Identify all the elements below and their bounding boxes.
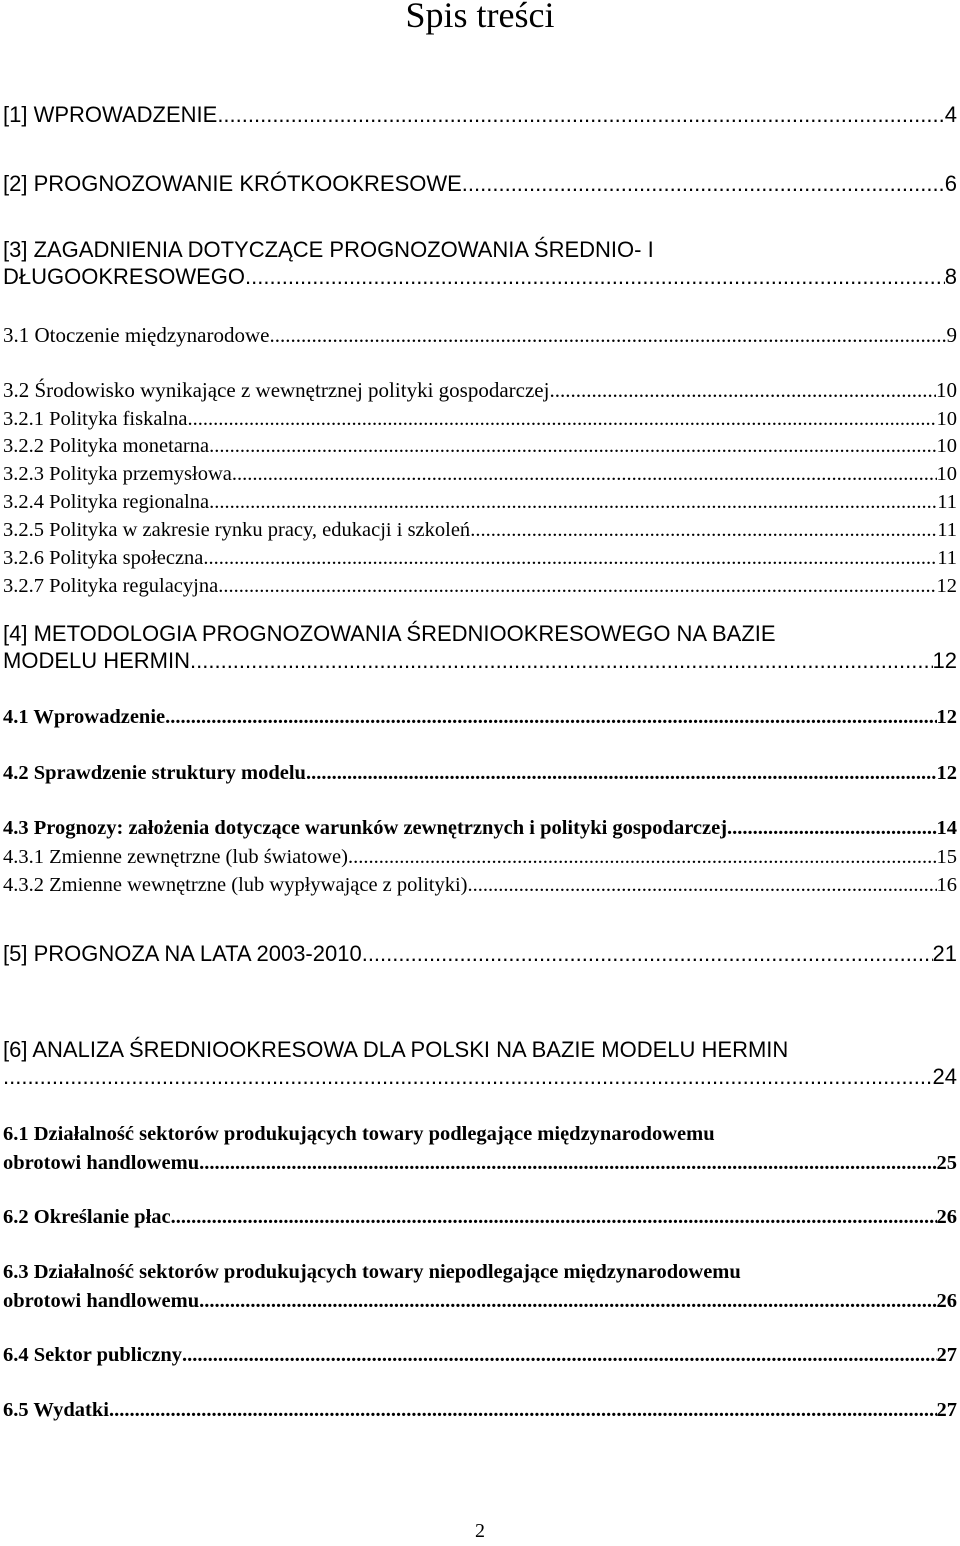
toc-entry-label: DŁUGOOKRESOWEGO (3, 264, 246, 289)
toc-entry[interactable] (3, 875, 957, 896)
dot-leader (190, 650, 933, 672)
dot-leader (245, 266, 945, 288)
dot-leader (462, 173, 945, 195)
toc-entry-page: 11 (937, 547, 957, 569)
toc-entry-label: 4.1 Wprowadzenie (3, 706, 166, 728)
dot-leader (218, 576, 936, 597)
dot-leader (171, 1207, 937, 1228)
dot-leader (727, 818, 936, 839)
page-number: 2 (475, 1520, 485, 1542)
toc-entry-label: 3.2.1 Polityka fiskalna (3, 408, 188, 430)
toc-entry-page: 14 (936, 817, 957, 839)
toc-entry-label: 3.2.7 Polityka regulacyjna (3, 575, 219, 597)
dot-leader (232, 464, 937, 485)
toc-entry[interactable] (3, 464, 957, 485)
dot-leader (182, 1345, 936, 1366)
toc-entry[interactable] (3, 1124, 957, 1173)
toc-entry-page: 24 (932, 1064, 957, 1089)
toc-entry-page: 8 (944, 264, 957, 289)
toc-entry-page: 6 (944, 171, 957, 196)
toc-entry[interactable] (3, 1207, 957, 1228)
toc-entry-label: 4.2 Sprawdzenie struktury modelu (3, 762, 306, 784)
toc-entry-label: obrotowi handlowemu (3, 1151, 200, 1174)
toc-entry-label: 6.2 Określanie płac (3, 1206, 171, 1228)
toc-entry[interactable] (3, 409, 957, 430)
toc-entry-label: 4.3.2 Zmienne wewnętrzne (lub wypływające z polityki) (3, 874, 468, 896)
toc-entry-page: 12 (936, 706, 957, 728)
toc-entry-label: 3.2.3 Polityka przemysłowa (3, 463, 232, 485)
toc-entry-label: obrotowi handlowemu (3, 1289, 200, 1312)
toc-entry-label: 3.2.5 Polityka w zakresie rynku pracy, edukacji i szkoleń (3, 519, 471, 541)
dot-leader (306, 763, 937, 784)
dot-leader (348, 847, 937, 868)
toc-entry-page: 10 (936, 463, 957, 485)
toc-entry[interactable] (3, 173, 957, 195)
toc-entry-label: 6.5 Wydatki (3, 1399, 109, 1421)
toc-entry-label-line1: 6.3 Działalność sektorów produkujących towary niepodlegające międzynarodowemu (3, 1261, 741, 1283)
dot-leader (217, 104, 944, 126)
dot-leader (549, 380, 936, 401)
dot-leader (209, 436, 936, 457)
toc-entry-page: 26 (936, 1206, 957, 1228)
toc-entry-page: 10 (936, 408, 957, 430)
dot-leader (362, 943, 933, 965)
toc-entry[interactable] (3, 707, 957, 728)
toc-entry-page: 10 (936, 435, 957, 457)
toc-entry-label: 4.3.1 Zmienne zewnętrzne (lub światowe) (3, 846, 348, 868)
toc-entry-page: 27 (936, 1399, 957, 1421)
toc-entry[interactable] (3, 943, 957, 965)
toc-entry-page: 26 (936, 1289, 957, 1312)
toc-entry-page: 12 (932, 648, 957, 673)
toc-entry-page: 4 (944, 102, 957, 127)
dot-leader (109, 1400, 937, 1421)
toc-entry-label: 3.2.2 Polityka monetarna (3, 435, 210, 457)
toc-entry[interactable] (3, 492, 957, 513)
toc-entry-label: 3.2.4 Polityka regionalna (3, 491, 210, 513)
toc-entry-page: 10 (936, 378, 957, 402)
dot-leader (199, 1291, 936, 1312)
toc-entry-page: 12 (936, 762, 957, 784)
toc-entry-label-line1: [6] ANALIZA ŚREDNIOOKRESOWA DLA POLSKI NA BAZIE MODELU HERMIN (3, 1037, 789, 1062)
toc-entry-page: 21 (932, 941, 957, 966)
toc-entry[interactable] (3, 520, 957, 541)
toc-entry[interactable] (3, 104, 957, 126)
toc-entry[interactable] (3, 847, 957, 868)
toc-entry[interactable] (3, 239, 957, 288)
toc-entry-label-line1: 6.1 Działalność sektorów produkujących towary podlegające międzynarodowemu (3, 1123, 715, 1145)
dot-leader (269, 325, 946, 346)
toc-entry-label: 6.4 Sektor publiczny (3, 1344, 183, 1366)
toc-entry[interactable] (3, 763, 957, 784)
toc-entry-label: MODELU HERMIN (3, 648, 191, 673)
dot-leader (209, 492, 937, 513)
toc-entry-page: 27 (936, 1344, 957, 1366)
toc-entry[interactable] (3, 548, 957, 569)
toc-entry-page: 16 (936, 874, 957, 896)
dot-leader (470, 520, 937, 541)
toc-entry-label-line1: [3] ZAGADNIENIA DOTYCZĄCE PROGNOZOWANIA ŚREDNIO- I (3, 237, 654, 262)
toc-entry-label: [5] PROGNOZA NA LATA 2003-2010 (3, 941, 362, 966)
toc-entry-label: 4.3 Prognozy: założenia dotyczące warunków zewnętrznych i polityki gospodarczej (3, 817, 728, 839)
toc-entry[interactable] (3, 1262, 957, 1311)
toc-entry-label: 3.2.6 Polityka społeczna (3, 547, 204, 569)
toc-title: Spis treści (405, 0, 555, 35)
toc-entry-label: [1] WPROWADZENIE (3, 102, 218, 127)
toc-entry-page: 9 (946, 323, 957, 347)
toc-entry-page: 25 (936, 1151, 957, 1174)
toc-entry[interactable] (3, 623, 957, 672)
toc-entry-page: 11 (937, 491, 957, 513)
dot-leader (3, 1066, 933, 1088)
toc-entry-label-line1: [4] METODOLOGIA PROGNOZOWANIA ŚREDNIOOKRESOWEGO NA BAZIE (3, 621, 776, 646)
toc-entry-label: [2] PROGNOZOWANIE KRÓTKOOKRESOWE (3, 171, 462, 196)
toc-entry-label: 3.1 Otoczenie międzynarodowe (3, 323, 270, 347)
toc-entry[interactable] (3, 1039, 957, 1088)
toc-entry-page: 15 (936, 846, 957, 868)
toc-entry[interactable] (3, 325, 957, 346)
toc-entry[interactable] (3, 436, 957, 457)
toc-entry[interactable] (3, 818, 957, 839)
toc-entry[interactable] (3, 380, 957, 401)
dot-leader (468, 875, 937, 896)
dot-leader (187, 409, 936, 430)
dot-leader (203, 548, 937, 569)
dot-leader (165, 707, 936, 728)
dot-leader (199, 1153, 936, 1174)
toc-entry-page: 11 (937, 519, 957, 541)
toc-entry[interactable] (3, 576, 957, 597)
toc-entry[interactable] (3, 1400, 957, 1421)
toc-entry[interactable] (3, 1345, 957, 1366)
toc-entry-label: 3.2 Środowisko wynikające z wewnętrznej polityki gospodarczej (3, 378, 550, 402)
toc-entry-page: 12 (936, 575, 957, 597)
